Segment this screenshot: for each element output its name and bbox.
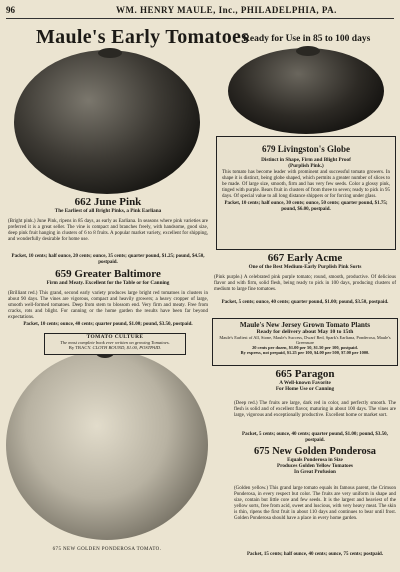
greater-baltimore-number: 659	[55, 268, 72, 280]
new-jersey-line-4: By express, not prepaid, $1.25 per 100, $4.00 per 500, $7.00 per 1000.	[240, 350, 370, 355]
tomato-culture-title: TOMATO CULTURE	[86, 334, 144, 340]
greater-baltimore-name: Greater Baltimore	[74, 268, 161, 280]
ponderosa-caption: 675 NEW GOLDEN PONDEROSA TOMATO.	[52, 547, 162, 552]
ponderosa-tomato-illustration	[6, 350, 208, 540]
ponderosa-price: Packet, 15 cents; half ounce, 40 cents; ounce, 75 cents; postpaid.	[246, 552, 384, 557]
livingston-subtitle-2: (Purplish Pink.)	[288, 163, 324, 169]
new-jersey-line-3: 20 cents per dozen, $1.00 per 50, $1.50 per 100, postpaid.	[252, 345, 358, 350]
tomato-culture-price: CLOTH BOUND, $1.00, POSTPAID.	[92, 345, 162, 350]
june-pink-subtitle: The Earliest of all Bright Pinks, a Pink Earliana	[54, 208, 162, 214]
new-jersey-line-2: Maule's Earliest of All, Stone, Maule's Success, Dwarf Red, Spark's Earliana, Ponderosa, Maule's Greensure	[219, 335, 391, 345]
livingston-globe-box	[216, 136, 396, 250]
livingston-tomato-illustration	[228, 48, 384, 134]
early-acme-block	[214, 252, 396, 270]
june-pink-description: (Bright pink.) June Pink, ripens in 85 days, as early as Earliana. In seasons where pink varieties are preferred it is a great seller. The vine is compact and branches freely, with handsome, good size, deep pink fruit hanging in clusters of 6 to 8 fruits. A popular market variety, excellent for shipping, and wonderfully desirable for home use.	[8, 219, 208, 242]
tomato-culture-line: The most complete book ever written on growing Tomatoes.	[60, 340, 170, 345]
livingston-description: This tomato has become leader with prominent and successful tomato growers. In shape it is distinct, being globe shaped, which permits a greater number of slices to be made. Of large size, smooth, firm and has very few seeds. Color a glossy pink, tinged with purple. Bears fruit in clusters of from three to seven; ready to pick in 95 days. Of special value to all long distance shippers or for forcing under glass.	[222, 170, 390, 199]
june-pink-price: Packet, 10 cents; half ounce, 20 cents; ounce, 35 cents; quarter pound, $1.25; pound, $4.50, postpaid.	[11, 254, 205, 265]
early-acme-number: 667	[267, 252, 285, 264]
new-jersey-title: Maule's New Jersey Grown Tomato Plants	[239, 321, 371, 329]
ponderosa-subtitle-3: In Great Profusion	[294, 469, 336, 475]
paragon-block	[252, 368, 358, 392]
publisher: WM. HENRY MAULE, Inc., PHILADELPHIA, PA.	[116, 5, 337, 15]
greater-baltimore-subtitle: Firm and Meaty. Excellent for the Table or for Canning	[46, 280, 170, 286]
livingston-subtitle-1: Distinct in Shape, Firm and Blight Proof	[261, 157, 351, 163]
page-title: Maule's Early Tomatoes	[36, 26, 250, 48]
early-acme-price: Packet, 5 cents; ounce, 40 cents; quarter pound, $1.00; pound, $3.50, postpaid.	[221, 300, 389, 305]
livingston-name: Livingston's Globe	[277, 144, 351, 154]
early-acme-subtitle: One of the Best Medium-Early Purplish Pink Sorts	[248, 264, 362, 270]
paragon-subtitle-1: A Well-known Favorite	[279, 380, 331, 386]
paragon-name: Paragon	[294, 368, 335, 380]
page-number: 96	[6, 5, 15, 15]
new-jersey-line-1: Ready for delivery about May 10 to 15th	[256, 329, 354, 335]
greater-baltimore-block	[8, 268, 208, 286]
ponderosa-name: New Golden Ponderosa	[272, 446, 376, 457]
livingston-price: Packet, 10 cents; half ounce, 30 cents; ounce, 50 cents; quarter pound, $1.75; pound, $6.00, postpaid.	[224, 201, 388, 212]
ponderosa-subtitle-1: Equals Ponderosa in Size	[287, 457, 343, 463]
early-acme-description: (Pink purple.) A celebrated pink purple tomato; round, smooth, productive. Of delicious flavor and with firm, solid flesh, being ready to pick in 100 days, producing clusters of medium to large fine tomatoes.	[214, 275, 396, 292]
june-pink-block	[8, 196, 208, 214]
ponderosa-subtitle-2: Produces Golden Yellow Tomatoes	[277, 463, 353, 469]
livingston-number: 679	[261, 144, 276, 154]
greater-baltimore-description: (Brilliant red.) This grand, second early variety produces large bright red tomatoes in clusters in about 90 days. The vines are vigorous, compact and heavily growers; a heavy cropper of large, smooth well-formed tomatoes. Deep from stem to blossom end. Very firm and meaty. Free from cracks, rots and blight. For canning or the home garden the results have been far beyond expectations.	[8, 291, 208, 320]
june-pink-number: 662	[74, 196, 92, 208]
page-header	[6, 4, 394, 19]
paragon-number: 665	[275, 368, 292, 380]
paragon-description: (Deep red.) The fruits are large, dark red in color, and perfectly smooth. The flesh is solid and of excellent flavor, maturing in about 100 days. The vines are large, vigorous and exceptionally productive. Excellent home or market sort.	[234, 401, 396, 418]
ponderosa-number: 675	[254, 446, 270, 457]
greater-baltimore-price: Packet, 10 cents; ounce, 40 cents; quarter pound, $1.00; pound, $3.50, postpaid.	[23, 322, 193, 327]
tomato-culture-author: By TRACY.	[68, 345, 92, 350]
early-acme-name: Early Acme	[286, 252, 343, 264]
ponderosa-block	[232, 446, 398, 475]
new-jersey-plants-box	[212, 318, 398, 366]
paragon-price: Packet, 5 cents; ounce, 40 cents; quarter pound, $1.00; pound, $3.50, postpaid.	[242, 432, 388, 443]
stem-icon	[98, 48, 122, 58]
ponderosa-description: (Golden yellow.) This grand large tomato equals its famous parent, the Crimson Ponderosa, in every respect but color. The fruits are very uniform in shape and size, contain but little core and few seeds. It is the largest and heaviest of the yellow sorts, free from acid, sweet and luscious, with very heavy meat. The skin is thin, ripens the first fruit in about 110 days and continues to bear until frost. Golden Ponderosa should have a place in every home garden.	[234, 486, 396, 521]
june-pink-name: June Pink	[93, 196, 142, 208]
stem-icon	[296, 46, 320, 56]
tomato-culture-box	[44, 333, 186, 355]
june-pink-tomato-illustration	[14, 50, 200, 194]
ready-note: Ready for Use in 85 to 100 days	[243, 34, 371, 44]
paragon-subtitle-2: For Home Use or Canning	[275, 386, 335, 392]
